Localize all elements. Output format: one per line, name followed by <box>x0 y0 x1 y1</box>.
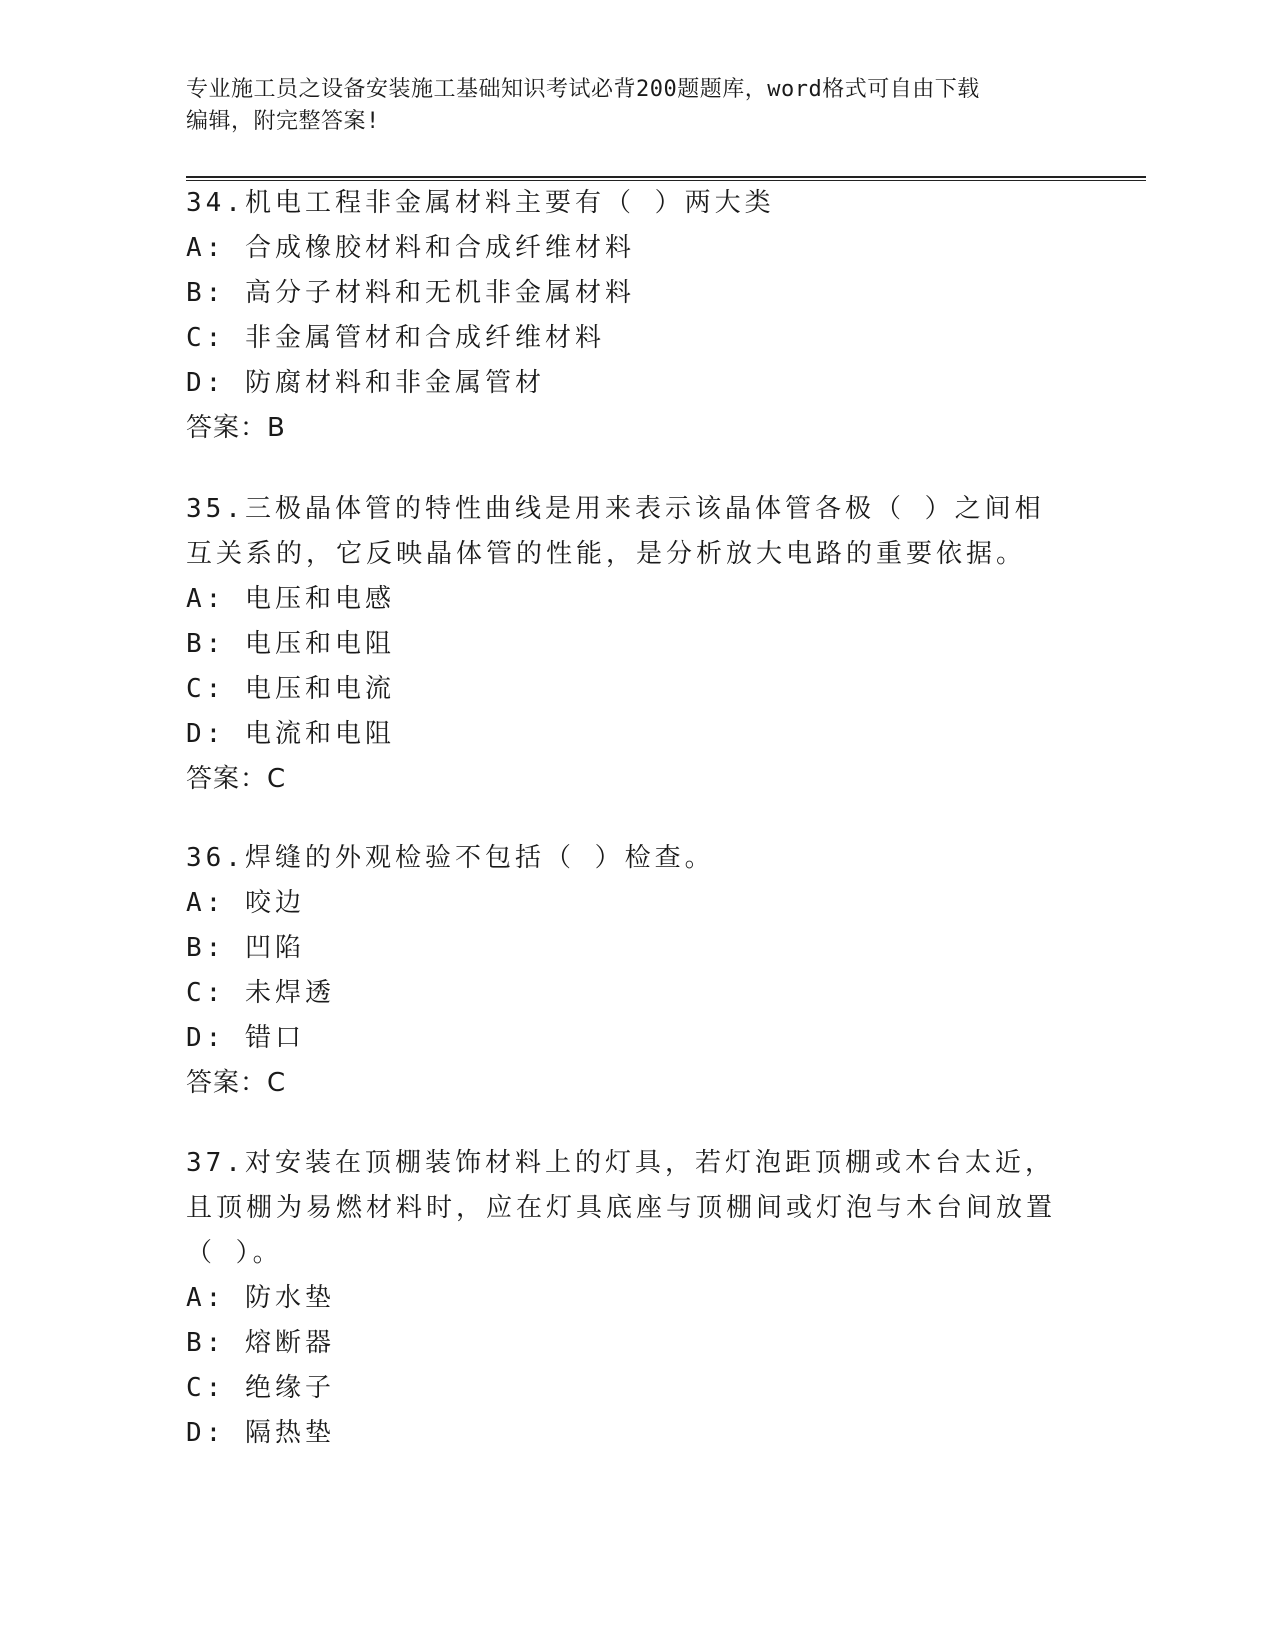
answer: 答案：C <box>186 1068 287 1098</box>
question-stem: 36.焊缝的外观检验不包括（ ）检查。 <box>186 843 715 873</box>
option-b: B: 高分子材料和无机非金属材料 <box>186 278 635 308</box>
option-a: A: 合成橡胶材料和合成纤维材料 <box>186 233 635 263</box>
question-stem: 35.三极晶体管的特性曲线是用来表示该晶体管各极（ ）之间相互关系的，它反映晶体管的性能，是分析放大电路的重要依据。 <box>186 494 1045 569</box>
question-stem: 37.对安装在顶棚装饰材料上的灯具，若灯泡距顶棚或木台太近，且顶棚为易燃材料时，应在灯具底座与顶棚间或灯泡与木台间放置（ ）。 <box>186 1148 1057 1268</box>
answer: 答案：C <box>186 764 287 794</box>
option-a: A: 电压和电感 <box>186 584 395 614</box>
header-line-2: 编辑，附完整答案! <box>186 109 380 134</box>
option-c: C: 未焊透 <box>186 978 335 1008</box>
option-d: D: 错口 <box>186 1023 305 1053</box>
divider-thick-line <box>186 176 1146 178</box>
question-36 <box>186 836 1086 1106</box>
option-d: D: 隔热垫 <box>186 1418 335 1448</box>
document-header <box>186 74 1086 138</box>
header-line-1: 专业施工员之设备安装施工基础知识考试必背200题题库，word格式可自由下载 <box>186 77 980 102</box>
option-c: C: 电压和电流 <box>186 674 395 704</box>
option-d: D: 防腐材料和非金属管材 <box>186 368 545 398</box>
answer: 答案：B <box>186 413 286 443</box>
option-c: C: 非金属管材和合成纤维材料 <box>186 323 605 353</box>
option-a: A: 咬边 <box>186 888 305 918</box>
option-d: D: 电流和电阻 <box>186 719 395 749</box>
option-b: B: 熔断器 <box>186 1328 335 1358</box>
question-35 <box>186 487 1086 802</box>
question-34 <box>186 181 1086 451</box>
option-a: A: 防水垫 <box>186 1283 335 1313</box>
question-37 <box>186 1141 1086 1456</box>
question-stem: 34.机电工程非金属材料主要有（ ）两大类 <box>186 188 775 218</box>
option-b: B: 凹陷 <box>186 933 305 963</box>
option-b: B: 电压和电阻 <box>186 629 395 659</box>
option-c: C: 绝缘子 <box>186 1373 335 1403</box>
